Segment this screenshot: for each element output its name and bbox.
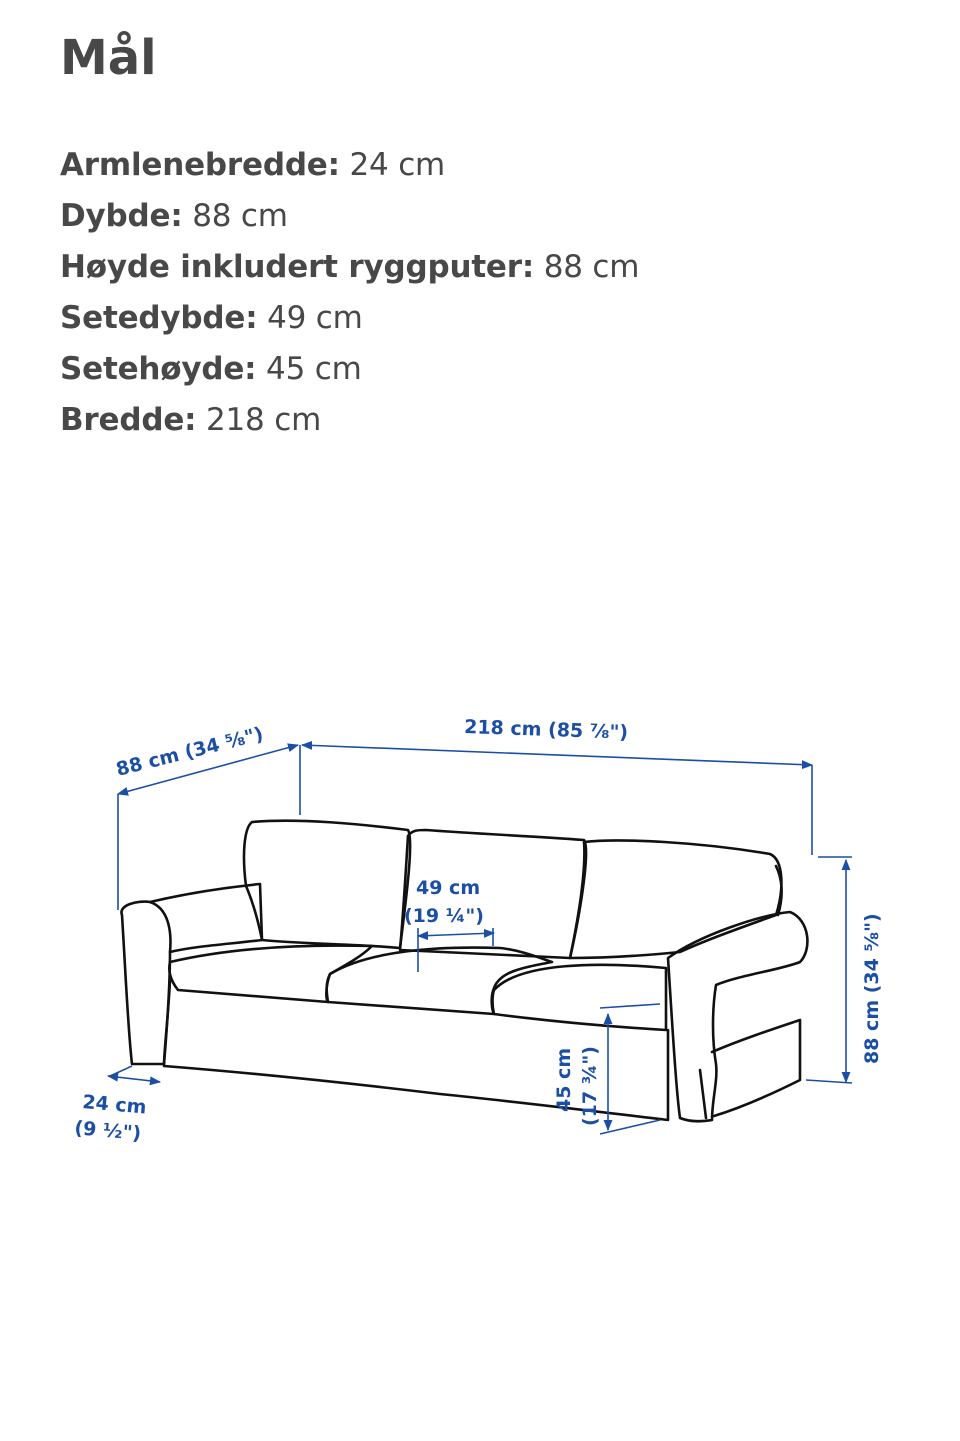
sofa-dimension-diagram: [0, 690, 960, 1250]
armrest-in-label: (9 ½"): [73, 1117, 143, 1145]
seat-cushion-middle: [327, 948, 552, 1014]
left-arm: [121, 884, 262, 1064]
dimension-list: [60, 140, 639, 446]
back-cushion-left: [244, 821, 410, 948]
spec-label: Høyde inkludert ryggputer:: [60, 249, 535, 285]
dimension-lines: [108, 745, 852, 1134]
spec-label: Setedybde:: [60, 300, 258, 336]
height-label: 88 cm (34 ⅝"): [861, 913, 883, 1064]
spec-depth: [60, 191, 639, 242]
seat-height-cm-label: 45 cm: [553, 1047, 575, 1112]
spec-value: 24 cm: [349, 147, 446, 183]
spec-value: 88 cm: [192, 198, 288, 234]
armrest-cm-label: 24 cm: [81, 1091, 148, 1119]
spec-value: 45 cm: [266, 351, 362, 387]
spec-label: Armlenebredde:: [60, 147, 340, 183]
spec-label: Dybde:: [60, 198, 183, 234]
spec-value: 88 cm: [543, 249, 640, 285]
back-cushion-right: [570, 841, 781, 959]
seat-depth-cm-label: 49 cm: [416, 877, 481, 899]
spec-height-incl-back-cushions: [60, 242, 639, 293]
sofa-drawing: [121, 821, 807, 1122]
seat-cushion-right: [493, 965, 667, 1030]
seat-depth-in-label: (19 ¼"): [404, 905, 484, 927]
spec-label: Bredde:: [60, 402, 197, 438]
seat-height-in-label: (17 ¾"): [579, 1046, 601, 1126]
spec-seat-height: [60, 344, 639, 395]
spec-value: 218 cm: [206, 402, 322, 438]
seat-cushion-left: [169, 946, 372, 1002]
depth-label: 88 cm (34 ⅝"): [113, 723, 266, 781]
spec-label: Setehøyde:: [60, 351, 257, 387]
spec-armrest-width: [60, 140, 639, 191]
right-arm: [668, 912, 807, 1121]
spec-seat-depth: [60, 293, 639, 344]
width-label: 218 cm (85 ⅞"): [463, 716, 629, 744]
spec-value: 49 cm: [267, 300, 363, 336]
page-title: Mål: [60, 30, 157, 86]
spec-width: [60, 395, 639, 446]
